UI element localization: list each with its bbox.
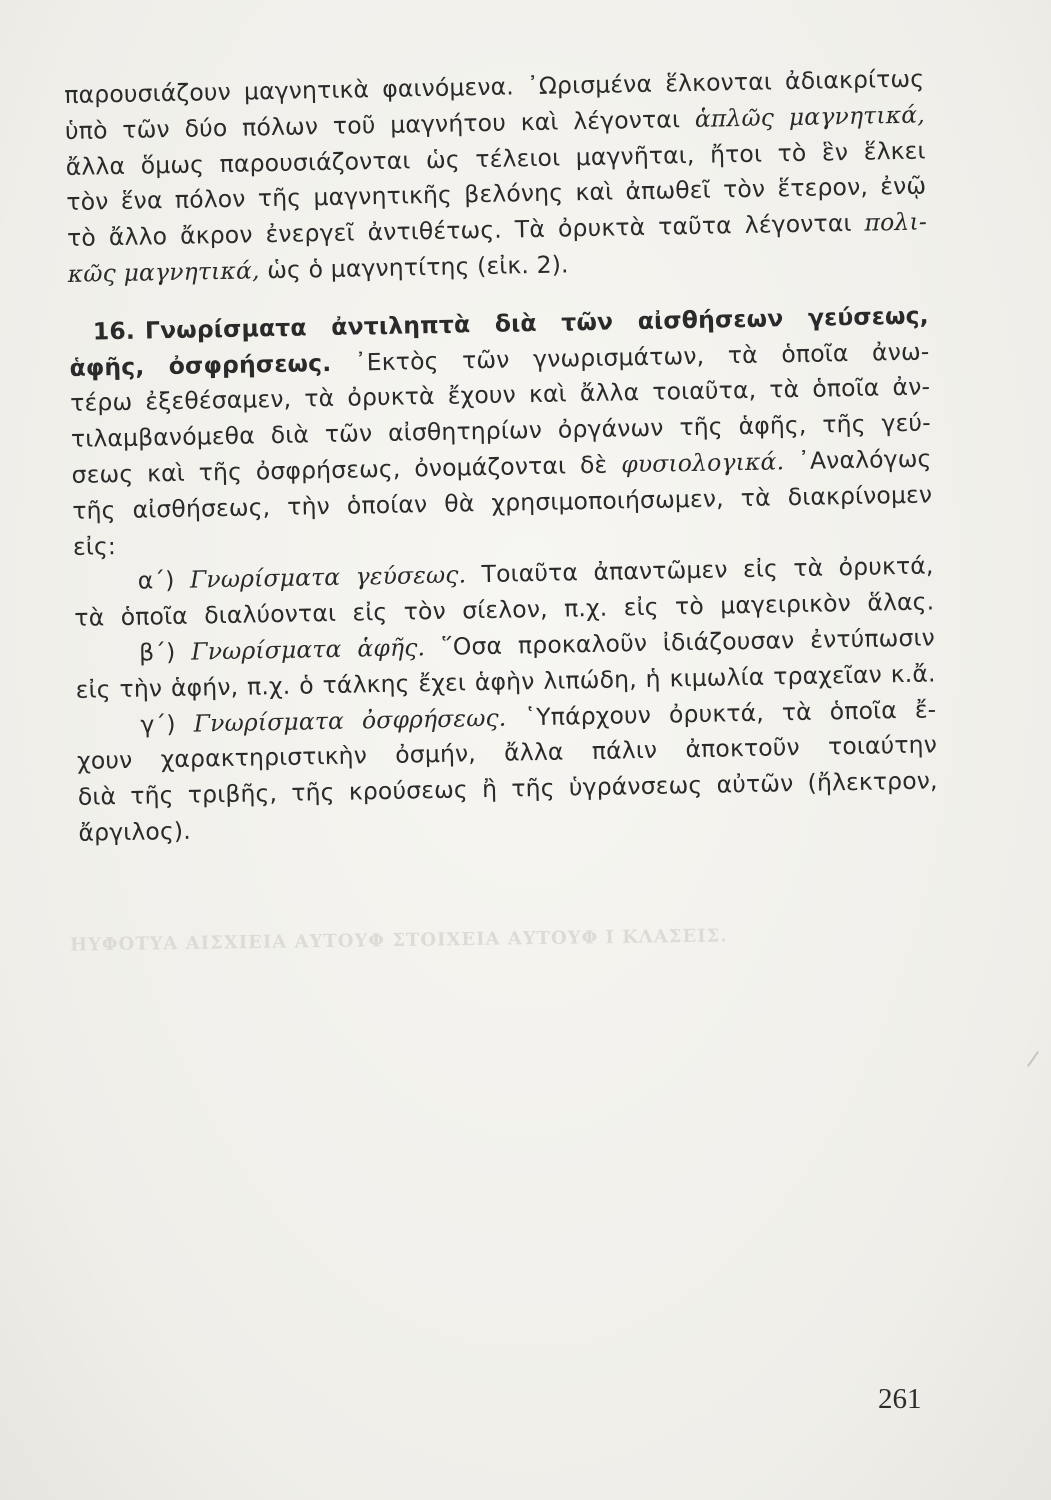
term-physiological: φυσιολογικά. <box>620 447 785 479</box>
text-line: τιλαμβανόμεθα διὰ τῶν αἰσθητηρίων ὀργάνων τῆς ἁφῆς, τῆς γεύ- <box>70 408 932 454</box>
text-line: εἰς τὴν ἁφήν, π.χ. ὁ τάλκης ἔχει ἁφὴν λιπώδη, ἡ κιμωλία τραχεῖαν κ.ἄ. <box>75 659 936 704</box>
text-line: τὸ ἄλλο ἄκρον ἐνεργεῖ ἀντιθέτως. Τὰ ὀρυκτὰ ταῦτα λέγονται πολι- <box>66 207 928 253</box>
item-label: γ΄) <box>140 709 176 739</box>
item-title: Γνωρίσματα ὀσφρήσεως. <box>193 703 507 738</box>
text-line: τέρω ἐξεθέσαμεν, τὰ ὀρυκτὰ ἔχουν καὶ ἄλλα τοιαῦτα, τὰ ὁποῖα ἀν- <box>69 372 931 418</box>
item-label: α΄) <box>137 566 175 596</box>
section-number: 16. <box>92 316 136 346</box>
text-line: χουν χαρακτηριστικὴν ὀσμήν, ἄλλα πάλιν ἀποκτοῦν τοιαύτην <box>76 730 938 776</box>
text-line: ἄλλα ὅμως παρουσιάζονται ὡς τέλειοι μαγνῆται, ἤτοι τὸ ἓν ἕλκει <box>65 136 926 181</box>
item-label: β΄) <box>138 637 176 667</box>
section-title-cont: ἁφῆς, ὀσφρήσεως. <box>69 348 332 382</box>
term-polar-cont: κῶς μαγνητικά, <box>67 256 260 288</box>
text-line: τὸν ἕνα πόλον τῆς μαγνητικῆς βελόνης καὶ ἀπωθεῖ τὸν ἕτερον, ἐνῷ <box>66 171 927 217</box>
term-polar: πολι- <box>864 207 928 237</box>
text-line: σεως καὶ τῆς ὀσφρήσεως, ὀνομάζονται δὲ φυσιολογικά. ᾿Αναλόγως <box>71 444 932 489</box>
text-line: ἄργιλος). <box>78 816 192 847</box>
text-line: κῶς μαγνητικά, ὡς ὁ μαγνητίτης (εἰκ. 2). <box>67 250 569 288</box>
margin-mark <box>1027 1051 1039 1067</box>
list-item-smell: γ΄) Γνωρίσματα ὀσφρήσεως. ῾Υπάρχουν ὀρυκτά, τὰ ὁποῖα ἔ- <box>140 694 937 739</box>
item-title: Γνωρίσματα γεύσεως. <box>189 560 467 595</box>
text-line: τὰ ὁποῖα διαλύονται εἰς τὸν σίελον, π.χ. εἰς τὸ μαγειρικὸν ἅλας. <box>74 587 935 633</box>
page-number: 261 <box>878 1383 922 1415</box>
body-text <box>64 61 939 851</box>
list-item-taste: α΄) Γνωρίσματα γεύσεως. Τοιαῦτα ἀπαντῶμεν εἰς τὰ ὀρυκτά, <box>137 551 934 596</box>
text-line: παρουσιάζουν μαγνητικὰ φαινόμενα. ᾿Ωρισμένα ἕλκονται ἀδιακρίτως <box>64 64 925 109</box>
text-line: ἁφῆς, ὀσφρήσεως. ᾿Εκτὸς τῶν γνωρισμάτων, τὰ ὁποῖα ἀνω- <box>69 337 930 382</box>
bleed-through-heading: ΗΥΦΟΤΥΑ ΑΙΣΧΙΕΙΑ ΑΥΤΟΥΦ ΣΤΟΙΧΕΙΑ ΑΥΤΟΥΦ Ι ΚΛΑΣΕΙΣ. <box>69 925 728 956</box>
text-line: διὰ τῆς τριβῆς, τῆς κρούσεως ἢ τῆς ὑγράνσεως αὐτῶν (ἤλεκτρον, <box>77 766 938 812</box>
text-line: ὑπὸ τῶν δύο πόλων τοῦ μαγνήτου καὶ λέγονται ἁπλῶς μαγνητικά, <box>64 100 926 145</box>
text-line: τῆς αἰσθήσεως, τὴν ὁποίαν θὰ χρησιμοποιήσωμεν, τὰ διακρίνομεν <box>72 480 933 525</box>
list-item-touch: β΄) Γνωρίσματα ἁφῆς. ῞Οσα προκαλοῦν ἰδιάζουσαν ἐντύπωσιν <box>138 623 936 667</box>
section-title: Γνωρίσματα ἀντιληπτὰ διὰ τῶν αἰσθήσεων γεύσεως, <box>144 301 929 345</box>
item-title: Γνωρίσματα ἁφῆς. <box>190 633 426 666</box>
term-simply-magnetic: ἁπλῶς μαγνητικά, <box>694 100 926 133</box>
text-line: εἰς: <box>72 531 117 561</box>
